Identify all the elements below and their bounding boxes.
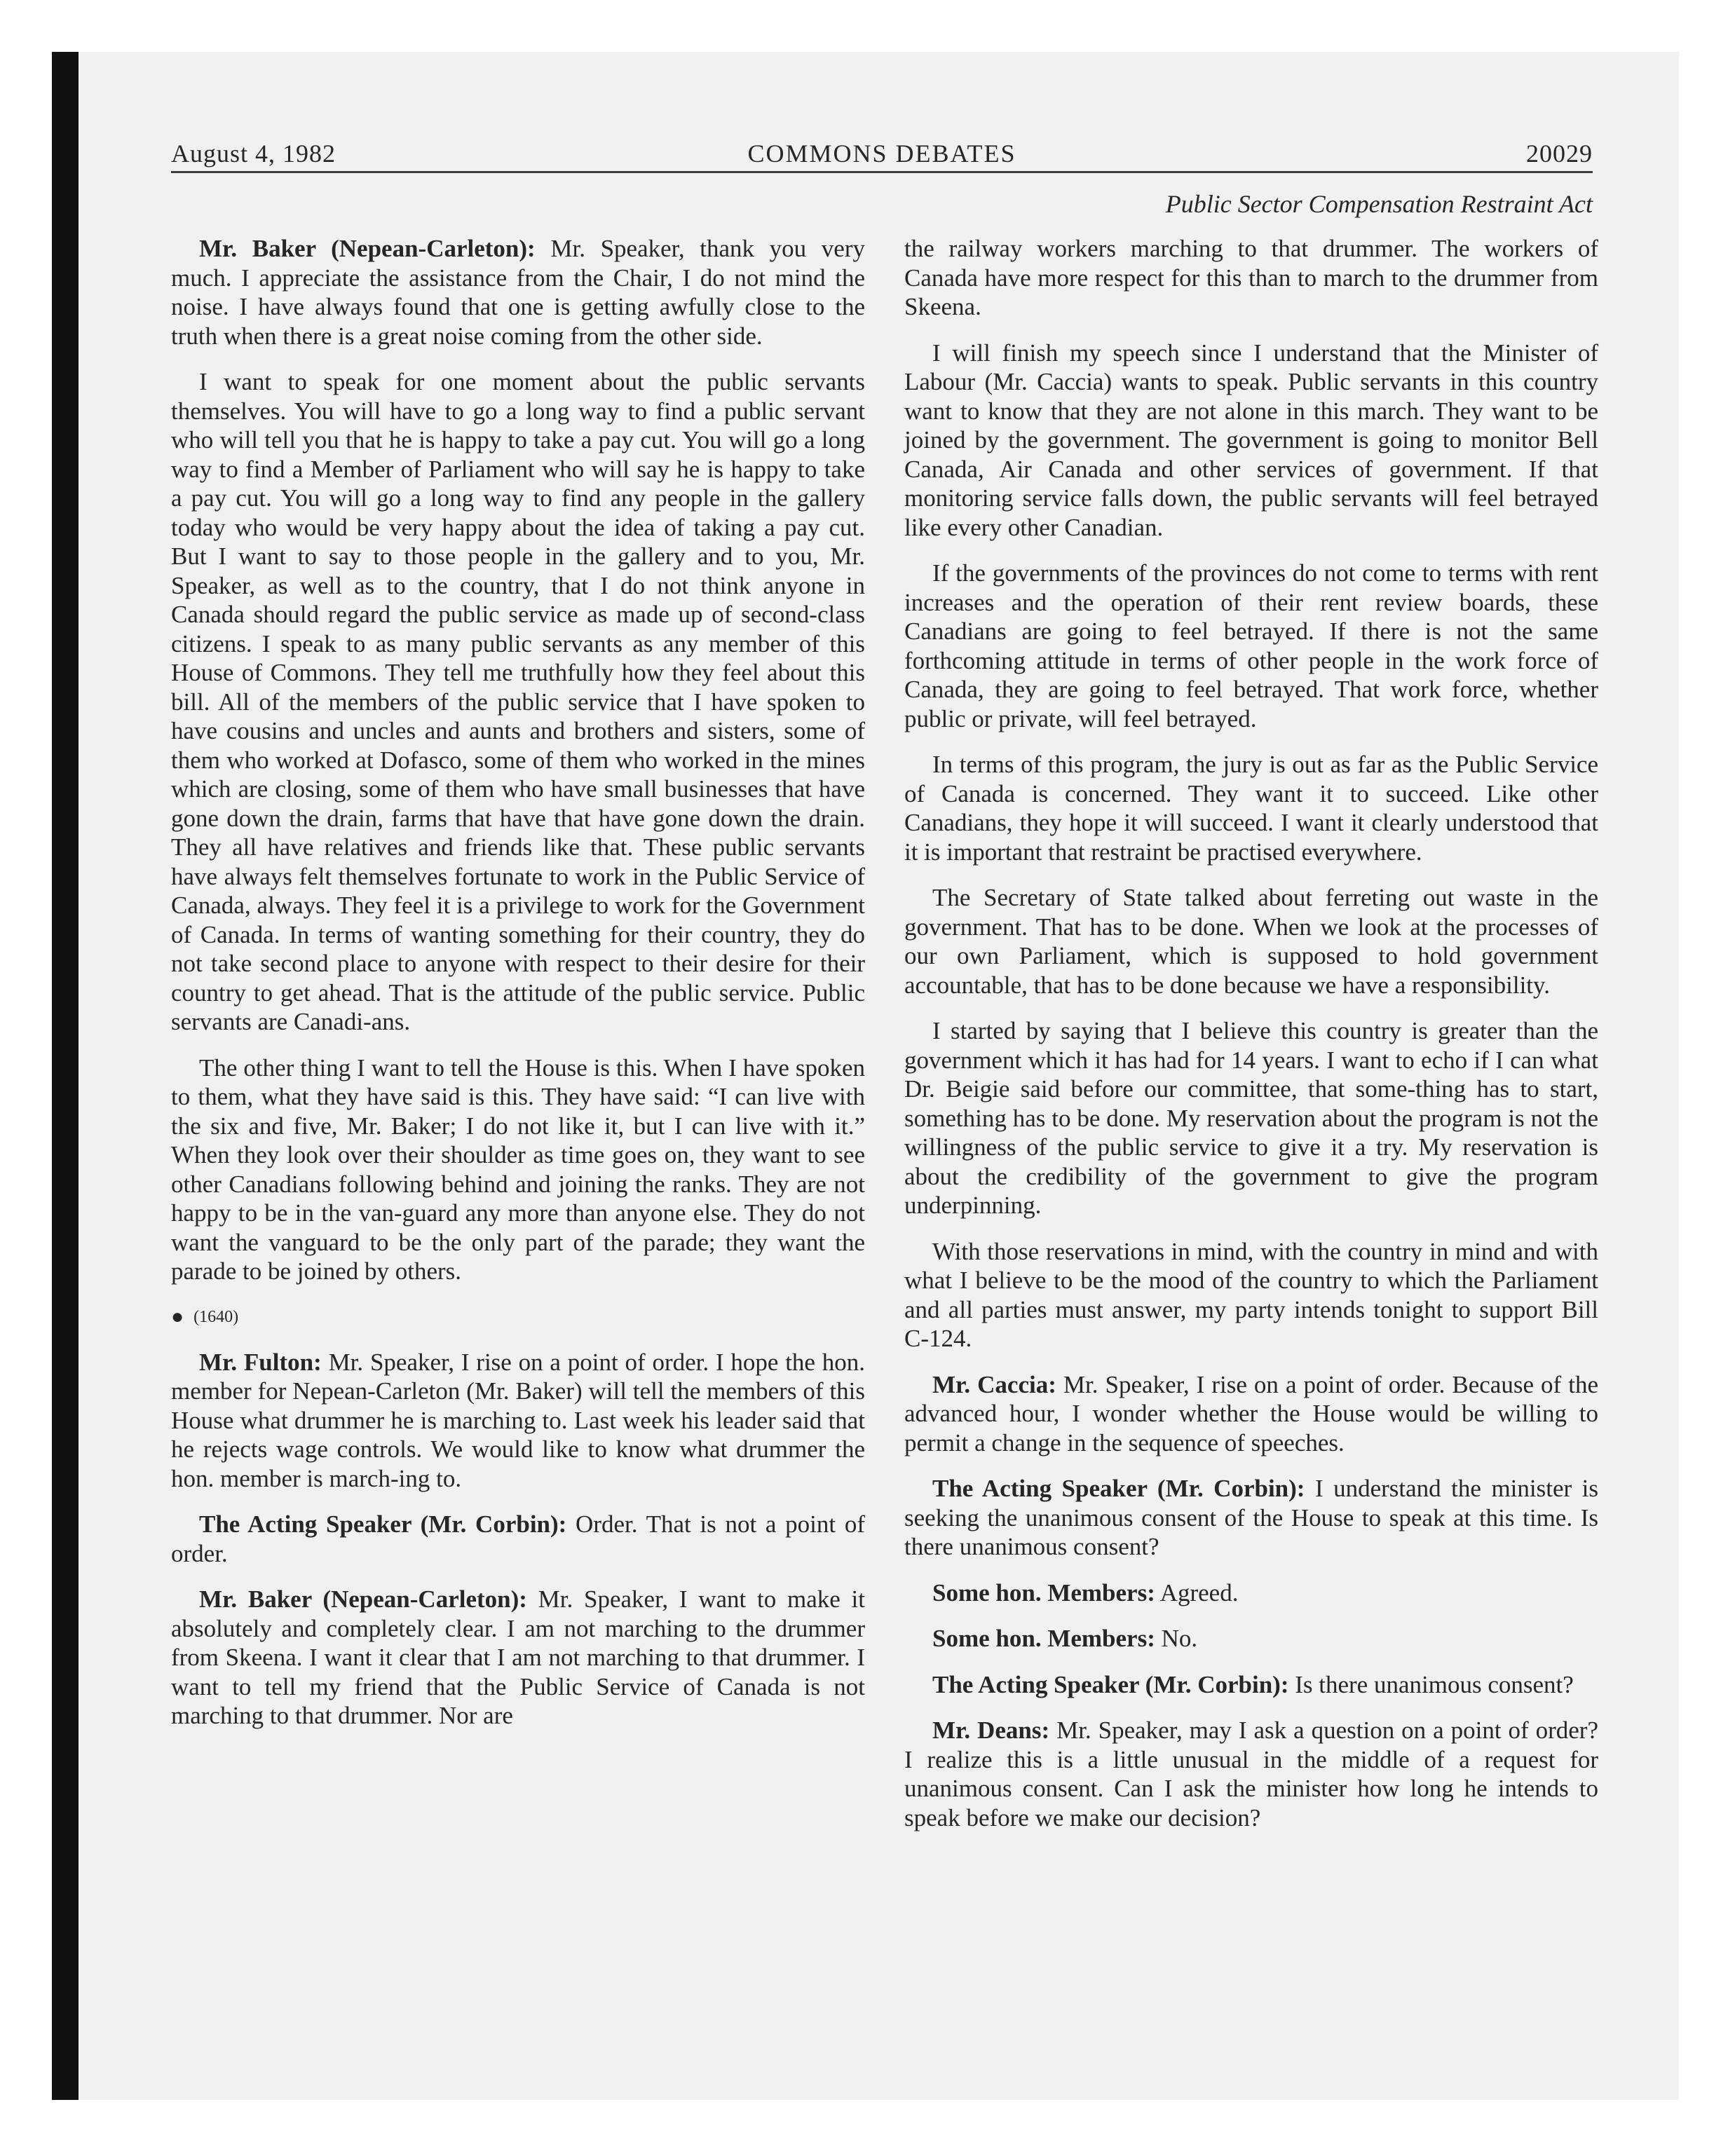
debate-paragraph [904,1474,1598,1562]
time-marker [171,1303,865,1331]
speaker-name: Some hon. Members: [932,1625,1155,1652]
debate-paragraph [904,559,1598,733]
speaker-name: Mr. Deans: [932,1717,1050,1744]
paragraph-text: I want to speak for one moment about the public servants themselves. You will have to go a long way to find a public servant who will tell you that he is happy to take a pay cut. You will go a long way to find a Member of Parliament who will say he is happy to take a pay cut. You will go a long way to find any people in the gallery today who would be very happy about the idea of taking a pay cut. But I want to say to those people in the gallery and to you, Mr. Speaker, as well as to the country, that I do not think anyone in Canada should regard the public service as made up of second-class citizens. I speak to as many public servants as any member of this House of Commons. They tell me truthfully how they feel about this bill. All of the members of the public service that I have spoken to have cousins and uncles and aunts and brothers and sisters, some of them who worked at Dofasco, some of them who worked in the mines which are closing, some of them who have small businesses that have gone down the drain, farms that have that have gone down the drain. They all have relatives and friends like that. These public servants have always felt themselves fortunate to work in the Public Service of Canada, always. They feel it is a privilege to work for the Government of Canada. In terms of wanting something for their country, they do not take second place to anyone with respect to their desire for their country to get ahead. That is the attitude of the public service. Public servants are Canadi-ans. [171,368,865,1035]
bullet-icon: ● [171,1304,184,1328]
paragraph-text: I understand the minister is seeking the unanimous consent of the House to speak at this time. Is there unanimous consent? [904,1475,1598,1560]
right-column [904,234,1598,1849]
paragraph-text: No. [1155,1625,1198,1652]
debate-paragraph [904,1716,1598,1832]
paragraph-text: Order. That is not a point of order. [171,1510,865,1567]
debate-paragraph [904,1670,1598,1700]
debate-paragraph [171,1348,865,1494]
paragraph-text: With those reservations in mind, with the country in mind and with what I believe to be the mood of the country to which the Parliament and all parties must answer, my party intends tonight to support Bill C-124. [904,1237,1598,1352]
paragraph-text: The Secretary of State talked about ferreting out waste in the government. That has to be done. When we look at the processes of our own Parliament, which is supposed to hold government accountable, that has to be done because we have a responsibility. [904,884,1598,999]
debate-paragraph [904,1370,1598,1458]
running-header [171,139,1593,174]
speaker-name: Mr. Caccia: [932,1370,1056,1398]
debate-paragraph [171,1585,865,1731]
paragraph-text: the railway workers marching to that drummer. The workers of Canada have more respect for this than to march to the drummer from Skeena. [904,235,1598,320]
speaker-name: The Acting Speaker (Mr. Corbin): [932,1475,1305,1502]
debate-paragraph [904,1016,1598,1220]
scan-border-left [52,52,79,2100]
header-rule [171,171,1593,173]
paragraph-text: Mr. Speaker, thank you very much. I appreciate the assistance from the Chair, I do not mind the noise. I have always found that one is getting awfully close to the truth when there is a great noise coming from the other side. [171,235,865,350]
debate-paragraph [904,234,1598,322]
debate-paragraph [904,1624,1598,1653]
speaker-name: Mr. Baker (Nepean-Carleton): [199,235,536,262]
header-title: COMMONS DEBATES [747,139,1016,168]
time-marker-text: (1640) [193,1307,239,1326]
paragraph-text: If the governments of the provinces do not come to terms with rent increases and the operation of their rent review boards, these Canadians are going to feel betrayed. If there is not the same forthcoming attitude in terms of other people in the work force of Canada, they are going to feel betrayed. That work force, whether public or private, will feel betrayed. [904,559,1598,732]
left-column [171,234,865,1747]
speaker-name: Some hon. Members: [932,1578,1155,1606]
debate-paragraph [904,1578,1598,1608]
paragraph-text: I will finish my speech since I understand that the Minister of Labour (Mr. Caccia) wants to speak. Public servants in this country want to know that they are not alone in this march. They want to be joined by the government. The government is going to monitor Bell Canada, Air Canada and other services of government. If that monitoring service falls down, the public servants will feel betrayed like every other Canadian. [904,339,1598,541]
paragraph-text: Mr. Speaker, may I ask a question on a point of order? I realize this is a little unusual in the middle of a request for unanimous consent. Can I ask the minister how long he intends to speak before we make our decision? [904,1717,1598,1831]
paragraph-text: Mr. Speaker, I rise on a point of order. Because of the advanced hour, I wonder whether the House would be willing to permit a change in the sequence of speeches. [904,1370,1598,1456]
subject-heading: Public Sector Compensation Restraint Act [1165,190,1593,218]
debate-paragraph [171,1053,865,1286]
speaker-name: The Acting Speaker (Mr. Corbin): [932,1670,1289,1698]
debate-paragraph [171,367,865,1037]
paragraph-text: In terms of this program, the jury is out as far as the Public Service of Canada is concerned. They want it to succeed. Like other Canadians, they hope it will succeed. I want it clearly understood that it is important that restraint be practised everywhere. [904,751,1598,866]
paragraph-text: Is there unanimous consent? [1288,1670,1574,1698]
debate-paragraph [171,234,865,350]
speaker-name: The Acting Speaker (Mr. Corbin): [199,1510,567,1538]
debate-paragraph [904,883,1598,999]
debate-paragraph [904,1237,1598,1353]
header-page-number: 20029 [1526,139,1593,168]
debate-paragraph [904,750,1598,866]
speaker-name: Mr. Fulton: [199,1348,322,1376]
debate-paragraph [904,339,1598,543]
debate-paragraph [171,1510,865,1568]
paragraph-text: Agreed. [1155,1578,1239,1606]
speaker-name: Mr. Baker (Nepean-Carleton): [199,1585,527,1613]
paragraph-text: Mr. Speaker, I want to make it absolutely and completely clear. I am not marching to the drummer from Skeena. I want it clear that I am not marching to that drummer. I want to tell my friend that the Public Service of Canada is not marching to that drummer. Nor are [171,1585,865,1729]
paragraph-text: The other thing I want to tell the House is this. When I have spoken to them, what they have said is this. They have said: “I can live with the six and five, Mr. Baker; I do not like it, but I can live with it.” When they look over their shoulder as time goes on, they want to see other Canadians following behind and joining the ranks. They are not happy to be in the van-guard any more than anyone else. They do not want the vanguard to be the only part of the parade; they want the parade to be joined by others. [171,1053,865,1285]
paragraph-text: I started by saying that I believe this country is greater than the government which it has had for 14 years. I want to echo if I can what Dr. Beigie said before our committee, that some-thing has to start, something has to be done. My reservation about the program is not the willingness of the public service to give it a try. My reservation is about the credibility of the government to give the program underpinning. [904,1017,1598,1219]
paragraph-text: Mr. Speaker, I rise on a point of order. I hope the hon. member for Nepean-Carleton (Mr. Baker) will tell the members of this House what drummer he is marching to. Last week his leader said that he rejects wage controls. We would like to know what drummer the hon. member is march-ing to. [171,1348,866,1492]
header-date: August 4, 1982 [171,139,336,168]
